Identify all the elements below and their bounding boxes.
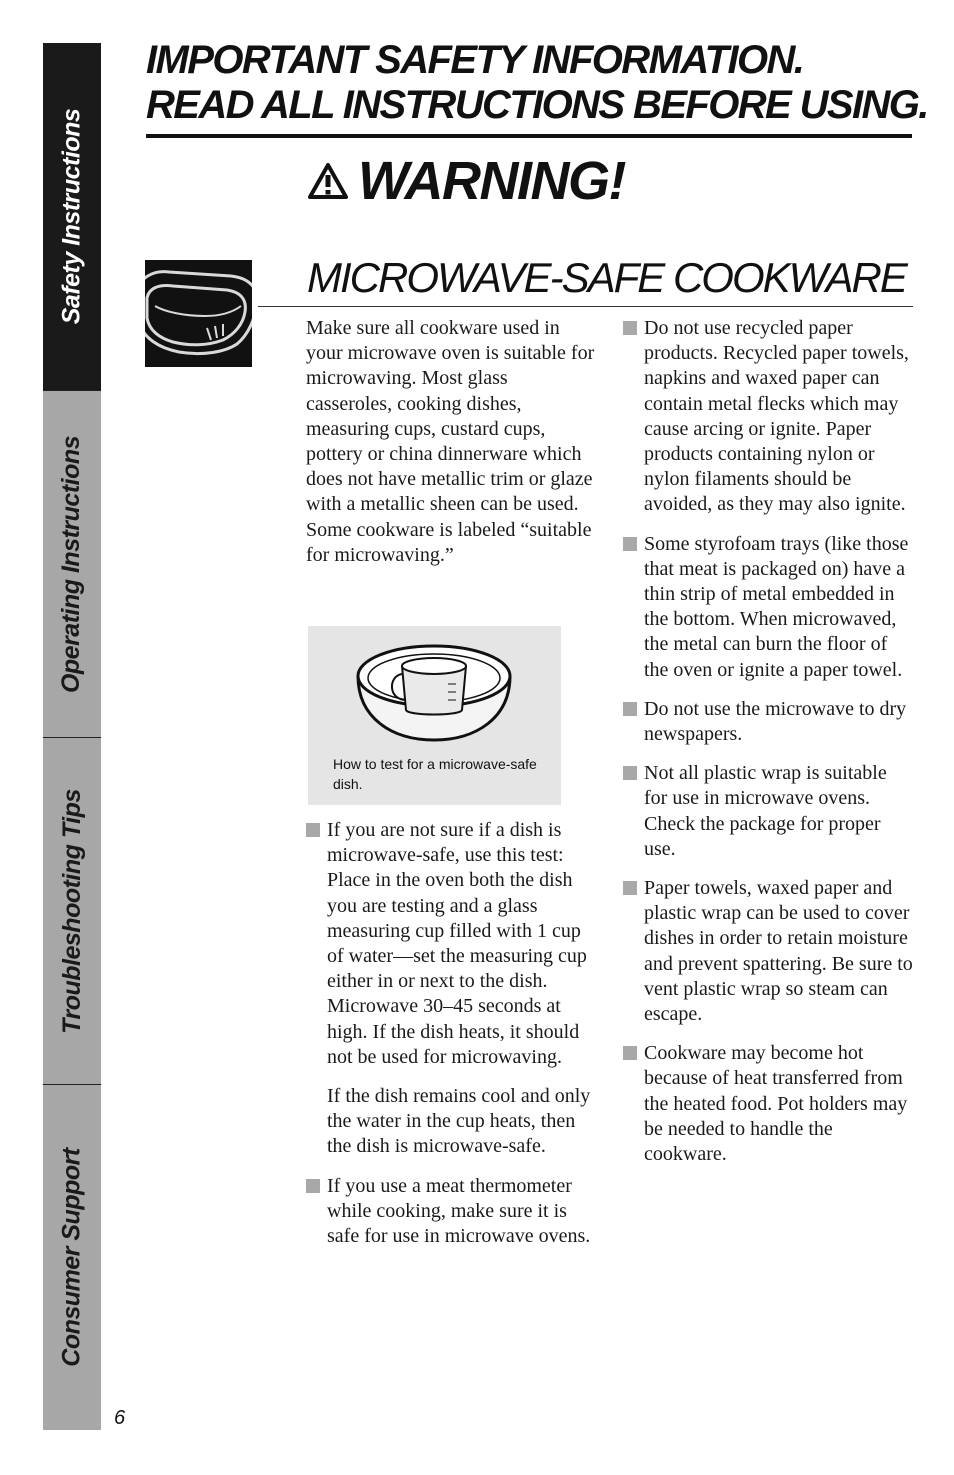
list-item bbox=[623, 697, 915, 747]
list-item bbox=[306, 818, 596, 1070]
bullet-square-icon bbox=[623, 702, 637, 716]
tab-safety-instructions[interactable] bbox=[43, 43, 101, 390]
section-title: MICROWAVE-SAFE COOKWARE bbox=[307, 254, 906, 301]
list-item bbox=[623, 532, 915, 683]
right-column bbox=[623, 316, 915, 1167]
bullet-square-icon bbox=[623, 1046, 637, 1060]
list-item bbox=[623, 1041, 915, 1167]
list-item-text: Some styrofoam trays (like those that meat is packaged on) have a thin strip of metal embedded in the bottom. When microwaved, the metal can burn the floor of the oven or ignite a paper towel. bbox=[644, 532, 909, 681]
warning-triangle-icon bbox=[308, 163, 348, 199]
list-item-text: Do not use the microwave to dry newspapers. bbox=[644, 697, 907, 746]
left-column-bullets bbox=[306, 818, 596, 1249]
list-item-text: If you are not sure if a dish is microwave-safe, use this test: Place in the oven both the dish you are testing and a glass measuring cup filled with 1 cup of water—set the measuring cup either in or next to the dish. Microwave 30–45 seconds at high. If the dish heats, it should not be used for microwaving. bbox=[327, 819, 587, 1068]
list-item-text: Do not use recycled paper products. Recycled paper towels, napkins and waxed paper can contain metal flecks which may cause arcing or ignite. Paper products containing nylon or nylon filaments should be avoided, as they may also ignite. bbox=[644, 317, 909, 516]
list-item-text: Not all plastic wrap is suitable for use in microwave ovens. Check the package for proper use. bbox=[644, 762, 887, 860]
list-item-text: Cookware may become hot because of heat transferred from the heated food. Pot holders may be needed to handle the cookware. bbox=[644, 1042, 908, 1166]
tab-label: Operating Instructions bbox=[57, 435, 86, 693]
bullet-square-icon bbox=[306, 823, 320, 837]
intro-paragraph: Make sure all cookware used in your microwave oven is suitable for microwaving. Most glass casseroles, cooking dishes, measuring cups, custard cups, pottery or china dinnerware which does not have metallic trim or glaze with a metallic sheen can be used. Some cookware is labeled “suitable for microwaving.” bbox=[306, 317, 595, 566]
tab-label: Consumer Support bbox=[57, 1148, 86, 1367]
list-item bbox=[306, 1174, 596, 1250]
list-item-continuation: If the dish remains cool and only the water in the cup heats, then the dish is microwave-safe. bbox=[327, 1085, 591, 1158]
title-line-2: READ ALL INSTRUCTIONS BEFORE USING. bbox=[146, 83, 928, 127]
title-line-1: IMPORTANT SAFETY INFORMATION. bbox=[146, 38, 804, 82]
tab-label: Troubleshooting Tips bbox=[57, 788, 86, 1034]
list-item-text: If you use a meat thermometer while cooking, make sure it is safe for use in microwave ovens. bbox=[327, 1174, 591, 1248]
warning-heading bbox=[308, 150, 625, 212]
left-column bbox=[306, 316, 596, 568]
bullet-square-icon bbox=[623, 321, 637, 335]
list-item bbox=[623, 761, 915, 862]
bowl-with-measuring-cup-icon bbox=[352, 636, 516, 746]
page-title bbox=[146, 38, 928, 128]
header-divider bbox=[146, 134, 912, 138]
microwave-test-figure bbox=[308, 626, 561, 805]
warning-label: WARNING! bbox=[358, 151, 625, 211]
tab-consumer-support[interactable] bbox=[43, 1084, 101, 1430]
section-divider bbox=[258, 306, 913, 307]
tab-label: Safety Instructions bbox=[57, 108, 86, 325]
cookware-dish-icon bbox=[145, 260, 252, 367]
list-item bbox=[623, 316, 915, 518]
tab-troubleshooting-tips[interactable] bbox=[43, 737, 101, 1084]
bullet-square-icon bbox=[623, 881, 637, 895]
page-number: 6 bbox=[114, 1407, 126, 1429]
bullet-square-icon bbox=[623, 537, 637, 551]
list-item-text: Paper towels, waxed paper and plastic wrap can be used to cover dishes in order to retain moisture and prevent spattering. Be sure to vent plastic wrap so steam can escape. bbox=[644, 877, 913, 1026]
figure-caption: How to test for a microwave-safe dish. bbox=[333, 756, 537, 792]
tab-operating-instructions[interactable] bbox=[43, 390, 101, 737]
bullet-square-icon bbox=[306, 1179, 320, 1193]
bullet-square-icon bbox=[623, 766, 637, 780]
list-item bbox=[623, 876, 915, 1027]
